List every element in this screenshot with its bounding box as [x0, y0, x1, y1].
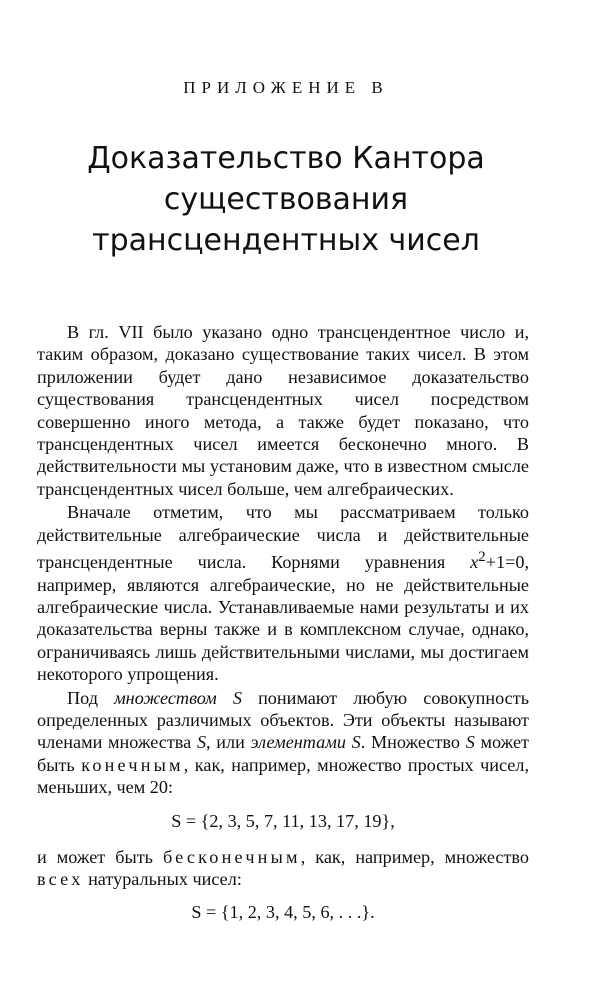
set-def-text-6: , как, например, множество простых чисел, меньших, чем 20:	[37, 754, 529, 798]
chapter-title	[0, 138, 572, 261]
set-def-text-2: понимают любую совокупность определенных различимых объектов. Эти объекты называют членами множества	[37, 687, 529, 753]
set-symbol: S	[465, 732, 475, 753]
term-finite: конечным	[81, 754, 184, 775]
set-symbol: S	[196, 732, 207, 753]
paragraph-intro: В гл. VII было указано одно трансцендентное число и, таким образом, доказано существование таких чисел. В этом приложении будет дано независимое доказательство существования трансцендентных чисел посредством совершенно иного метода, а также будет показано, что трансцендентных чисел имеется бесконечно много. В действительности мы установим даже, что в известном смысле трансцендентных чисел больше, чем алгебраических.	[37, 322, 529, 499]
infinite-text-2: , как, например, множество	[300, 847, 529, 867]
body-text	[37, 321, 529, 933]
paragraph-real-numbers-text-b: , например, являются алгебраические, но не действительные алгебраические числа. Устанавливаемые нами результаты и их доказательства верны также и в комплексном случае, однако, ограничиваясь лишь действительными числами, мы достигаем некоторого упрощения.	[37, 552, 529, 685]
formula-prime-set: S = {2, 3, 5, 7, 11, 13, 17, 19},	[171, 810, 395, 831]
paragraph-infinite-set	[37, 846, 529, 891]
term-all: всех	[37, 869, 84, 890]
chapter-title-line-3: трансцендентных чисел	[92, 223, 480, 259]
infinite-text-1: и может быть	[37, 847, 163, 867]
set-def-text-3: , или	[206, 732, 251, 753]
paragraph-real-numbers	[37, 501, 529, 685]
term-infinite: бесконечным	[162, 847, 301, 867]
paragraph-set-definition	[37, 687, 529, 799]
infinite-text-3: натуральных чисел:	[83, 869, 242, 890]
term-elements: элементами S	[250, 732, 361, 753]
set-def-text-4: . Множество	[360, 732, 466, 753]
chapter-title-line-2: существования	[163, 182, 409, 218]
appendix-label: ПРИЛОЖЕНИЕ В	[183, 78, 389, 97]
equation-rest: +1=0	[485, 552, 525, 573]
term-set: множеством S	[114, 687, 242, 708]
paragraph-real-numbers-text-a: Вначале отметим, что мы рассматриваем только действительные алгебраические числа и действительные трансцендентные числа. Корнями уравнения	[37, 502, 529, 573]
set-def-text-5: может быть	[37, 732, 529, 775]
formula-natural-set: S = {1, 2, 3, 4, 5, 6, . . .}.	[191, 901, 375, 922]
chapter-title-line-1: Доказательство Кантора	[87, 141, 485, 177]
set-def-text-1: Под	[67, 687, 115, 708]
equation-exponent: 2	[478, 548, 486, 566]
equation-variable: x	[470, 552, 479, 573]
